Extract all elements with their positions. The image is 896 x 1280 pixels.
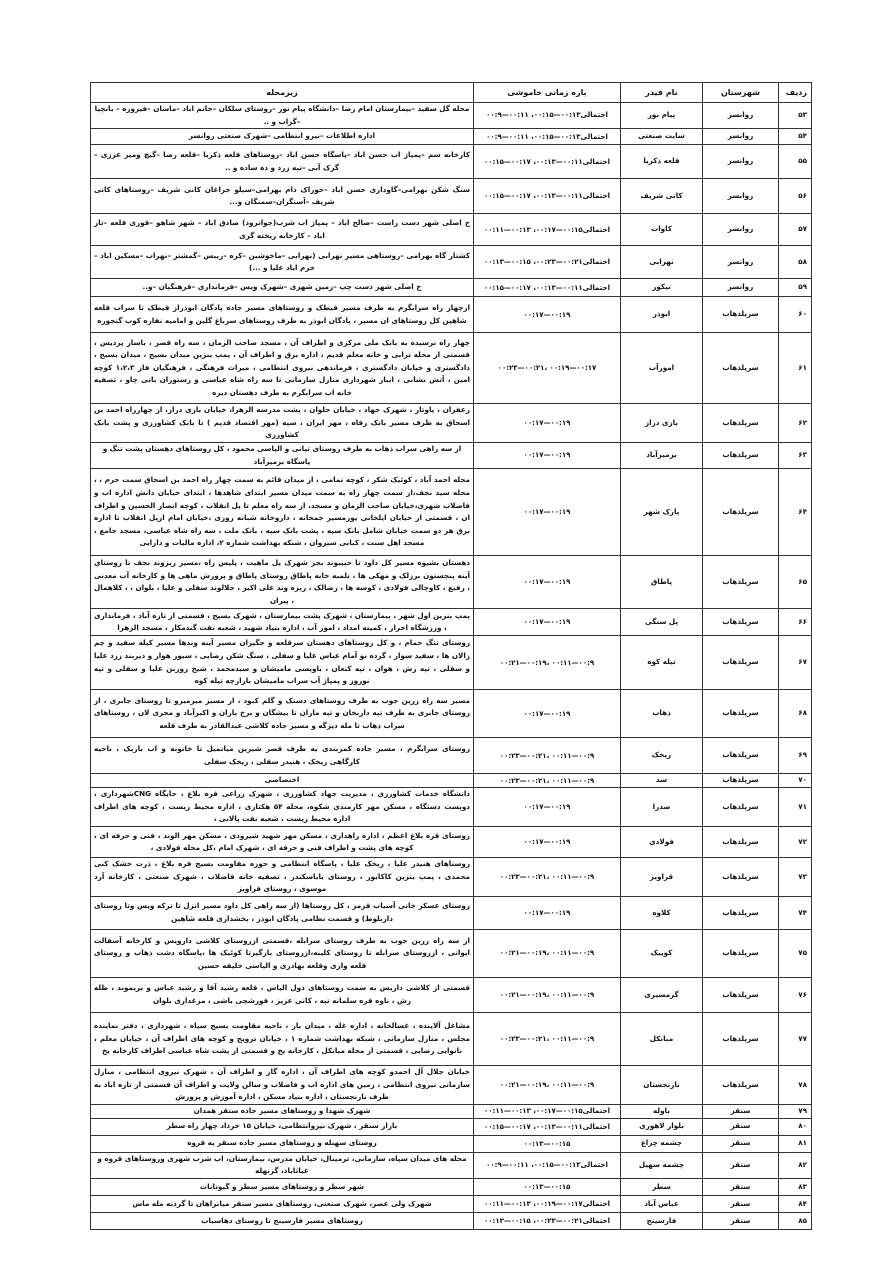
row-number: ۶۸ (779, 690, 812, 738)
feeder-cell: نهرابی (621, 246, 703, 279)
city-cell: سرپلذهاب (703, 404, 779, 443)
table-row (91, 1118, 812, 1135)
outage-time-cell: احتمالی۰۰:۱۷—۰۰:۱۹، ۰۰:۱۳—۰۰:۱۱ (474, 1195, 621, 1212)
subarea-cell: روستای عسکر خانی آسیاب قرمز ، کل روستاها (از سه راهی کل داود مسیر انزل تا ترکه ویس وتا روستای داربلوط) و قسمت نظامی پادگان ابوذر ، بخشداری قلعه شاهین (91, 896, 474, 929)
subarea-cell: شهر سطر و روستاهای مسیر سطر و گیوتانات (91, 1178, 474, 1195)
city-cell: سرپلذهاب (703, 442, 779, 468)
city-cell: روانسر (703, 179, 779, 214)
table-row (91, 145, 812, 179)
row-number: ۶۹ (779, 738, 812, 774)
table-row (91, 179, 812, 214)
outage-time-cell: ۰۰:۲۱—۰۰:۱۹، ۰۰:۱۱—۰۰:۹ (474, 1065, 621, 1104)
feeder-cell: پیام نور (621, 103, 703, 129)
subarea-cell: مشاغل آلاینده ، غسالخانه ، اداره غله ، میدان بار ، ناحیه مقاومت بسیج سپاه ، شهرداری ، دفتر نماینده مجلس ، منازل سازمانی ، شبکه بهداشت شماره ۱ ، خیابان ترویج و کوچه های اطراف آن ، خیابان معلم ، نانوایی رضایی ، قسمتی از محله مبانکل ، کارخانه یخ و قسمتی از پشت شاه عباسی اطراف کارخانه یخ (91, 1012, 474, 1065)
subarea-cell: زعفران ، پاوتار ، شهرک جهاد ، خیابان حلوان ، پشت مدرسه الزهرا، خیابان بازی دراز، از چهارراه احمد بن اسحاق به طرف مسیر بانک رفاه ، مهر ایران ، سپه (مهر اقتصاد قدیم ) تا بانک کشاورزی و پشت بانک کشاورزی (91, 404, 474, 443)
table-row (91, 404, 812, 443)
table-row (91, 774, 812, 788)
table-row (91, 929, 812, 977)
feeder-cell: صدرا (621, 788, 703, 827)
header-row-number: ردیف (779, 83, 812, 103)
subarea-cell: قسمتی از کلاشی داریس به سمت روستاهای دول الیاس ، قلعه رشید آقا و رشید عباس و بریموند ، ظله رش ، ناوه قره سلمانه تپه ، کانی عزیز ، قورشچی باشی ، مرغداری بلوان (91, 977, 474, 1012)
subarea-cell: پمپ بنزین اول شهر ، بیمارستان ، شهرک پشت بیمارستان ، شهرک بسیج ، قسمتی از تازه آباد ، فرمانداری ، ورزشگاه احرار ، کمیته امداد ، امور آب ، اداره بنیاد شهید ، شعبه نفت گندمکار ، مسجد الزهرا (91, 609, 474, 636)
subarea-cell: محله های میدان سپاه، سازمانی، ترمینال، خیابان مدرس، بیمارستان، اب شرب شهری وروستاهای قروه و غیاثاباد، گزنهله (91, 1152, 474, 1178)
feeder-cell: باوله (621, 1104, 703, 1118)
outage-time-cell: ۰۰:۱۷—۰۰:۱۹ (474, 788, 621, 827)
subarea-cell: روستاهای مسیر فارسینج تا روستای دهاسیاب (91, 1212, 474, 1229)
row-number: ۷۶ (779, 977, 812, 1012)
outage-time-cell: ۰۰:۱۷—۰۰:۱۹ (474, 609, 621, 636)
table-row (91, 129, 812, 145)
city-cell: سرپلذهاب (703, 738, 779, 774)
outage-time-cell: ۰۰:۱۳—۰۰:۱۵ (474, 1135, 621, 1152)
row-number: ۶۵ (779, 556, 812, 609)
table-row (91, 246, 812, 279)
outage-time-cell: ۰۰:۲۳—۰۰:۲۱، ۰۰:۱۹—۰۰:۱۷ (474, 333, 621, 404)
outage-time-cell: ۰۰:۱۷—۰۰:۱۹ (474, 297, 621, 333)
row-number: ۸۳ (779, 1178, 812, 1195)
feeder-cell: ذهاب (621, 690, 703, 738)
feeder-cell: بازی دراز (621, 404, 703, 443)
feeder-cell: سایت صنعتی (621, 129, 703, 145)
city-cell: سرپلذهاب (703, 1065, 779, 1104)
outage-time-cell: ۰۰:۱۷—۰۰:۱۹ (474, 442, 621, 468)
subarea-cell: دهستان بشیوه مسیر کل داود تا حبیبوند بجز شهرک پل ماهیت ، پلیس راه ،مسیر ریزوند نجف تا روستای آینه پنجستون برزلک و مهکی ها ، تلمبه خانه پاطاق روستای پاطاق و پرورش ماهی ها و کارخانه آب معدنی ، رفیع ، کاوچالی فولادی ، کوسه ها ، رضالک ، ریزه وند علی اکبر ، جلالوند سفلی و علیا ، بلوان ، ، کلاهمال ، پیران (91, 556, 474, 609)
city-cell: سرپلذهاب (703, 469, 779, 556)
header-outage-time: بازه زمانی خاموشی (474, 83, 621, 103)
row-number: ۷۸ (779, 1065, 812, 1104)
city-cell: سرپلذهاب (703, 858, 779, 897)
outage-time-cell: ۰۰:۱۷—۰۰:۱۹ (474, 469, 621, 556)
row-number: ۶۶ (779, 609, 812, 636)
subarea-cell: کشتار گاه بهرامی –روستاهی مسیر نهرابی (نهرابی –ماخوشین –کره –ریبس –گمشتر –نهراب –مسکین اباد –خرم اباد علیا و ...) (91, 246, 474, 279)
feeder-cell: قراویز (621, 858, 703, 897)
row-number: ۵۴ (779, 129, 812, 145)
table-row (91, 1135, 812, 1152)
subarea-cell: روستای سرابگرم ، مسیر جاده کمربندی به طرف قصر شیرین میانمیل تا خانونه و اب باریک ، ناحیه کارگاهی ریخک ، هنیدر سفلی ، ریخک سفلی (91, 738, 474, 774)
outage-time-cell: احتمالی۰۰:۲۱—۰۰:۲۳، ۰۰:۱۵—۰۰:۱۳ (474, 246, 621, 279)
outage-time-cell: ۰۰:۱۷—۰۰:۱۹ (474, 404, 621, 443)
outage-time-cell: ۰۰:۱۷—۰۰:۱۹ (474, 827, 621, 858)
city-cell: سنقر (703, 1118, 779, 1135)
row-number: ۸۵ (779, 1212, 812, 1229)
subarea-cell: خ اصلی شهر دست چپ –زمین شهری –شهرک ویس –فرمانداری –فرهنگیان –و.. (91, 279, 474, 297)
city-cell: روانسر (703, 129, 779, 145)
feeder-cell: مبانکل (621, 1012, 703, 1065)
table-row (91, 896, 812, 929)
row-number: ۶۰ (779, 297, 812, 333)
row-number: ۷۹ (779, 1104, 812, 1118)
subarea-cell: روستای تنگ حمام ، و کل روستاهای دهستان سرقلعه و جگیران مسیر آینه وندها مسیر کیله سفید و چم زالان ها ، سفید سوار ، گرده نو آمام عباس علیا و سفلی ، سنگ شکن رضایی ، سیور هوار و دیربند زرد علیا و سفلی ، تپه رش ، هوان ، تپه کنعان ، باویسی مامیشان و سیدمحمد ، شیخ روزبن علیا و سفلی و تپه نوروز و پمپاژ آب سراب مامیشان بازارچه تیله کوه (91, 636, 474, 690)
subarea-cell: روستای سهنله و روستاهای مسیر جاده سنقر به قروه (91, 1135, 474, 1152)
city-cell: سرپلذهاب (703, 774, 779, 788)
feeder-cell: پل سنگی (621, 609, 703, 636)
table-row (91, 1178, 812, 1195)
feeder-cell: چشمه چراغ (621, 1135, 703, 1152)
outage-time-cell: ۰۰:۱۳—۰۰:۱۵ (474, 1178, 621, 1195)
subarea-cell: ازچهار راه سرابگرم به طرف مسیر قیطک و روستاهای مسیر جاده پادگان ابوذراز قیطک تا سراب قلعه شاهین کل روستاهای ان مسیر ، پادگان ابوذر به طرف روستاهای سرباغ گلین و امامیه نقاره کوب گنجوره (91, 297, 474, 333)
subarea-cell: شهرک ولی عصر، شهرک صنعتی، روستاهای مسیر سنقر میانراهان تا گردنه مله ماس (91, 1195, 474, 1212)
feeder-cell: فارسینج (621, 1212, 703, 1229)
subarea-cell: اداره اطلاعات –نیرو انتظامی –شهرک صنعتی روانسر (91, 129, 474, 145)
table-row (91, 1152, 812, 1178)
subarea-cell: روستای قره بلاغ اعظم ، اداره راهداری ، مسکن مهر شهید شیرودی ، مسکن مهر الوند ، فنی و حرفه ای ، کوچه های پشت و اطراف فنی و حرفه ای ، شهرک امام ،کل محله فولادی ، (91, 827, 474, 858)
feeder-cell: تیله کوه (621, 636, 703, 690)
city-cell: سرپلذهاب (703, 556, 779, 609)
row-number: ۷۴ (779, 896, 812, 929)
table-row (91, 788, 812, 827)
feeder-cell: ابوذر (621, 297, 703, 333)
table-row (91, 297, 812, 333)
row-number: ۶۷ (779, 636, 812, 690)
outage-time-cell: احتمالی۰۰:۱۳—۰۰:۱۵، ۰۰:۱۱—۰۰:۹ (474, 1152, 621, 1178)
table-row (91, 1212, 812, 1229)
outage-time-cell: احتمالی۰۰:۱۵—۰۰:۱۷، ۰۰:۱۳—۰۰:۱۱ (474, 214, 621, 246)
table-row (91, 279, 812, 297)
outage-time-cell: احتمالی۰۰:۱۳—۰۰:۱۵، ۰۰:۱۱—۰۰:۹ (474, 129, 621, 145)
outage-schedule-sheet (90, 82, 812, 1230)
header-subarea: زیرمحله (91, 83, 474, 103)
outage-time-cell: ۰۰:۲۳—۰۰:۲۱، ۰۰:۱۱—۰۰:۹ (474, 738, 621, 774)
feeder-cell: گرمسیری (621, 977, 703, 1012)
table-row (91, 469, 812, 556)
feeder-cell: نارنجستان (621, 1065, 703, 1104)
city-cell: سرپلذهاب (703, 929, 779, 977)
row-number: ۷۳ (779, 858, 812, 897)
table-row (91, 442, 812, 468)
feeder-cell: نیکور (621, 279, 703, 297)
city-cell: سنقر (703, 1104, 779, 1118)
city-cell: روانسر (703, 279, 779, 297)
outage-time-cell: احتمالی۰۰:۱۱—۰۰:۱۳، ۰۰:۱۷—۰۰:۱۵ (474, 179, 621, 214)
outage-time-cell: ۰۰:۲۱—۰۰:۱۹، ۰۰:۱۱—۰۰:۹ (474, 977, 621, 1012)
city-cell: روانسر (703, 214, 779, 246)
row-number: ۶۳ (779, 442, 812, 468)
row-number: ۵۶ (779, 179, 812, 214)
table-row (91, 1195, 812, 1212)
outage-time-cell: ۰۰:۲۳—۰۰:۲۱، ۰۰:۱۱—۰۰:۹ (474, 858, 621, 897)
city-cell: سنقر (703, 1135, 779, 1152)
row-number: ۵۹ (779, 279, 812, 297)
outage-time-cell: ۰۰:۲۳—۰۰:۲۱، ۰۰:۱۱—۰۰:۹ (474, 1012, 621, 1065)
table-row (91, 103, 812, 129)
subarea-cell: از سه راه زرین جوب به طرف روستای سرابله ،قسمتی ازروستای کلاشی دارویس و کارخانه آسفالت ایوانی ، ازروستای سرابله تا روستای کلینه،ازروستای بازگیرتا کوئیک ها ،پاسگاه دشت ذهاب و روستای قلعه واری وقلعه بهادری و الیاسی خلیفه حسین (91, 929, 474, 977)
subarea-cell: از سه راهی سراب ذهاب به طرف روستای تپانی و الیاسی محمود ، کل روستاهای دهستان پشت تنگ و پاسگاه بزمیرآباد (91, 442, 474, 468)
header-city: شهرستان (703, 83, 779, 103)
table-header-row (91, 83, 812, 103)
city-cell: سنقر (703, 1195, 779, 1212)
row-number: ۵۸ (779, 246, 812, 279)
table-row (91, 333, 812, 404)
table-row (91, 977, 812, 1012)
city-cell: سرپلذهاب (703, 609, 779, 636)
outage-time-cell: احتمالی۰۰:۱۱—۰۰:۱۳، ۰۰:۱۷—۰۰:۱۵ (474, 1118, 621, 1135)
subarea-cell: روستاهای هنیدر علیا ، ریخک علیا ، پاسگاه انتظامی و حوزه مقاومت بسیج قره بلاغ ، ذرت خشک کنی محمدی ، پمپ بنزین کاکابور ، روستای باباسکندر ، تصفیه خانه فاضلاب ، شهرک صنعتی ، کارخانه آرد موسوی ، روستای قراویز (91, 858, 474, 897)
row-number: ۶۲ (779, 404, 812, 443)
outage-time-cell: احتمالی۰۰:۱۱—۰۰:۱۳، ۰۰:۱۷—۰۰:۱۵ (474, 145, 621, 179)
city-cell: سرپلذهاب (703, 788, 779, 827)
table-row (91, 858, 812, 897)
feeder-cell: کوییک (621, 929, 703, 977)
outage-time-cell: ۰۰:۲۱—۰۰:۱۹، ۰۰:۱۱—۰۰:۹ (474, 636, 621, 690)
row-number: ۶۱ (779, 333, 812, 404)
table-body (91, 103, 812, 1230)
row-number: ۸۲ (779, 1152, 812, 1178)
outage-time-cell: احتمالی۰۰:۱۵—۰۰:۱۷، ۰۰:۱۳—۰۰:۱۱ (474, 1104, 621, 1118)
feeder-cell: بلوار لاهوری (621, 1118, 703, 1135)
subarea-cell: سنگ شکن بهرامی–گاوداری حسن اباد –خوراک دام بهرامی–سیلو جراغان کانی شریف –روستاهای کانی شریف –آسنگران–سمنگان و... (91, 179, 474, 214)
city-cell: سرپلذهاب (703, 896, 779, 929)
table-row (91, 556, 812, 609)
row-number: ۷۵ (779, 929, 812, 977)
feeder-cell: کاوات (621, 214, 703, 246)
row-number: ۷۱ (779, 788, 812, 827)
outage-time-cell: ۰۰:۲۳—۰۰:۲۱، ۰۰:۱۱—۰۰:۹ (474, 774, 621, 788)
subarea-cell: بازار سنقر ، شهرک نیروانتظامی، خیابان ۱۵ خرداد چهار راه سطر (91, 1118, 474, 1135)
feeder-cell: سد (621, 774, 703, 788)
feeder-cell: فولادی (621, 827, 703, 858)
table-row (91, 827, 812, 858)
outage-time-cell: احتمالی۰۰:۱۱—۰۰:۱۳، ۰۰:۱۷—۰۰:۱۵ (474, 279, 621, 297)
row-number: ۵۳ (779, 103, 812, 129)
city-cell: سرپلذهاب (703, 636, 779, 690)
row-number: ۵۵ (779, 145, 812, 179)
feeder-cell: قلعه ذکریا (621, 145, 703, 179)
city-cell: سرپلذهاب (703, 1012, 779, 1065)
city-cell: سنقر (703, 1178, 779, 1195)
subarea-cell: دانشگاه خدمات کشاورزی ، مدیریت جهاد کشاورزی ، شهرک زراعی قره بلاغ ، جایگاه CNGشهرداری ، دویست دستگاه ، مسکن مهر کارمندی شکوه، محله ۵۴ هکتاری ، اداره محیط زیست ، کوچه های اطراف اداره محیط زیست ، شعبه نفت پالانی ، (91, 788, 474, 827)
table-row (91, 1104, 812, 1118)
row-number: ۵۷ (779, 214, 812, 246)
subarea-cell: خیابان جلال آل احمدو کوچه های اطراف آن ، اداره گاز و اطراف آن ، شهرک نیروی انتظامی ، منازل سازمانی نیروی انتظامی ، زمین های اداره اب و فاضلاب و سالن ولایت و اطراف آن قسمتی از تازه اباد به طرف نارنجستان ، اداره بنیاد مسکن ، اداره آموزش و پرورش (91, 1065, 474, 1104)
header-feeder: نام فیدر (621, 83, 703, 103)
outage-time-cell: ۰۰:۱۷—۰۰:۱۹ (474, 896, 621, 929)
table-row (91, 214, 812, 246)
subarea-cell: کارخانه سم –پمپاژ اب حسن اباد –پاسگاه حسن اباد –روستاهای قلعه ذکریا –قلعه رضا –گیچ ومیر عززی –گرک آبی –تپه زرد و ده ساده و .. (91, 145, 474, 179)
city-cell: روانسر (703, 145, 779, 179)
table-row (91, 738, 812, 774)
subarea-cell: مسیر سه راه زرین جوب به طرف روستاهای دستک و گلم کبود ، از مسیر میرمیرو تا روستای جابری ، از روستای جابری به طرف تپه داربخان و تپه ماران تا بیشگان و برخ باران و اکبرآباد و مجری لان ، روستاهای سراب ذهاب تا مله دیزگه و مسیر جاده کلاشی عبدالقادر به طرف قلعه (91, 690, 474, 738)
subarea-cell: چهار راه نرسیده به بانک ملی مرکزی و اطراف آن ، مسجد صاحب الزمان ، سه راه قصر ، باساز پردیس ، قسمتی از محله ترابی و خانه معلم قدیم ، اداره برق و اطراف آن ، پمپ بنزین میدان بسیج ، میدان بسیج ، دادگستری و خیابان دادگستری ، فرماندهی نیروی انتظامی ، میراث فرهنگی ، فرهنگیان فاز ۱،۲،۳ کوچه امین ، آتش نشانی ، انبار شهرداری منازل سازمانی تا سه راه شاه عباسی و رستوران بانی چاو ، تصفیه خانه اب سرابگرم به طرف دهستان دیره (91, 333, 474, 404)
feeder-cell: پاطاق (621, 556, 703, 609)
feeder-cell: سطر (621, 1178, 703, 1195)
row-number: ۶۴ (779, 469, 812, 556)
feeder-cell: امورآب (621, 333, 703, 404)
city-cell: روانسر (703, 246, 779, 279)
table-row (91, 690, 812, 738)
row-number: ۷۰ (779, 774, 812, 788)
feeder-cell: کلاوه (621, 896, 703, 929)
subarea-cell: شهرک شهدا و روستاهای مسیر جاده سنقر همدان (91, 1104, 474, 1118)
city-cell: سرپلذهاب (703, 333, 779, 404)
table-row (91, 636, 812, 690)
city-cell: روانسر (703, 103, 779, 129)
city-cell: سرپلذهاب (703, 690, 779, 738)
feeder-cell: چشمه سهیل (621, 1152, 703, 1178)
row-number: ۷۲ (779, 827, 812, 858)
outage-time-cell: ۰۰:۲۱—۰۰:۱۹، ۰۰:۱۱—۰۰:۹ (474, 929, 621, 977)
city-cell: سرپلذهاب (703, 297, 779, 333)
outage-schedule-table (90, 82, 812, 1230)
table-row (91, 609, 812, 636)
feeder-cell: بزمیرآباد (621, 442, 703, 468)
subarea-cell: اختصاصی (91, 774, 474, 788)
city-cell: سرپلذهاب (703, 977, 779, 1012)
outage-time-cell: ۰۰:۱۷—۰۰:۱۹ (474, 556, 621, 609)
feeder-cell: عباس آباد (621, 1195, 703, 1212)
table-row (91, 1012, 812, 1065)
subarea-cell: محله احمد آباد ، کوئیک شکر ، کوچه تمامی ، از میدان قائم به سمت چهار راه احمد بن اسحاق سمت حرم ، ، محله سید نجف،از سمت چهار راه به سمت میدان مسیر ابتدای شاهدها ، ابتدای خیابان دانش اداره اب و فاضلاب شهری،خیابان صاحب الزمان و مسجد، از سه راه معلم تا پل انقلاب ، کوچه انصار الحسین و اطراف ان ، قسمتی از خیابان ایلخانی پورمسیر جمخانه ، داروخانه شبانه روزی ،خیابان امام ازپل انقلاب تا اداره برق هر دو سمت خیابان شامل بانک سپه ، پشت بانک سپه ، بانک ملت ، سه راه شاه عباسی، مسجد جامع ، مسجد اهل سنت ، کبابی سیروان ، شبکه بهداشت شماره ۲، اداره مالیات و دارایی (91, 469, 474, 556)
row-number: ۸۱ (779, 1135, 812, 1152)
outage-time-cell: ۰۰:۱۷—۰۰:۱۹ (474, 690, 621, 738)
city-cell: سرپلذهاب (703, 827, 779, 858)
outage-time-cell: احتمالی۰۰:۲۱—۰۰:۲۳، ۰۰:۱۵—۰۰:۱۳ (474, 1212, 621, 1229)
city-cell: سنقر (703, 1152, 779, 1178)
subarea-cell: خ اصلی شهر دست راست –صالح اباد – پمپاژ اب شرب(جوانرود) صادق اباد – شهر شاهو –قوری قلعه –تاز اباد – کارخانه ریخته گری (91, 214, 474, 246)
outage-time-cell: احتمالی۰۰:۱۳—۰۰:۱۵، ۰۰:۱۱—۰۰:۹ (474, 103, 621, 129)
feeder-cell: کانی شریف (621, 179, 703, 214)
table-row (91, 1065, 812, 1104)
feeder-cell: ریخک (621, 738, 703, 774)
feeder-cell: پارک شهر (621, 469, 703, 556)
row-number: ۷۷ (779, 1012, 812, 1065)
row-number: ۸۴ (779, 1195, 812, 1212)
subarea-cell: محله گل سفید –بیمارستان امام رضا –دانشگاه پیام نور –روستای سلکان –خانم اباد –ماسان –فیروزه – بانچیا –گراب و .. (91, 103, 474, 129)
row-number: ۸۰ (779, 1118, 812, 1135)
city-cell: سنقر (703, 1212, 779, 1229)
